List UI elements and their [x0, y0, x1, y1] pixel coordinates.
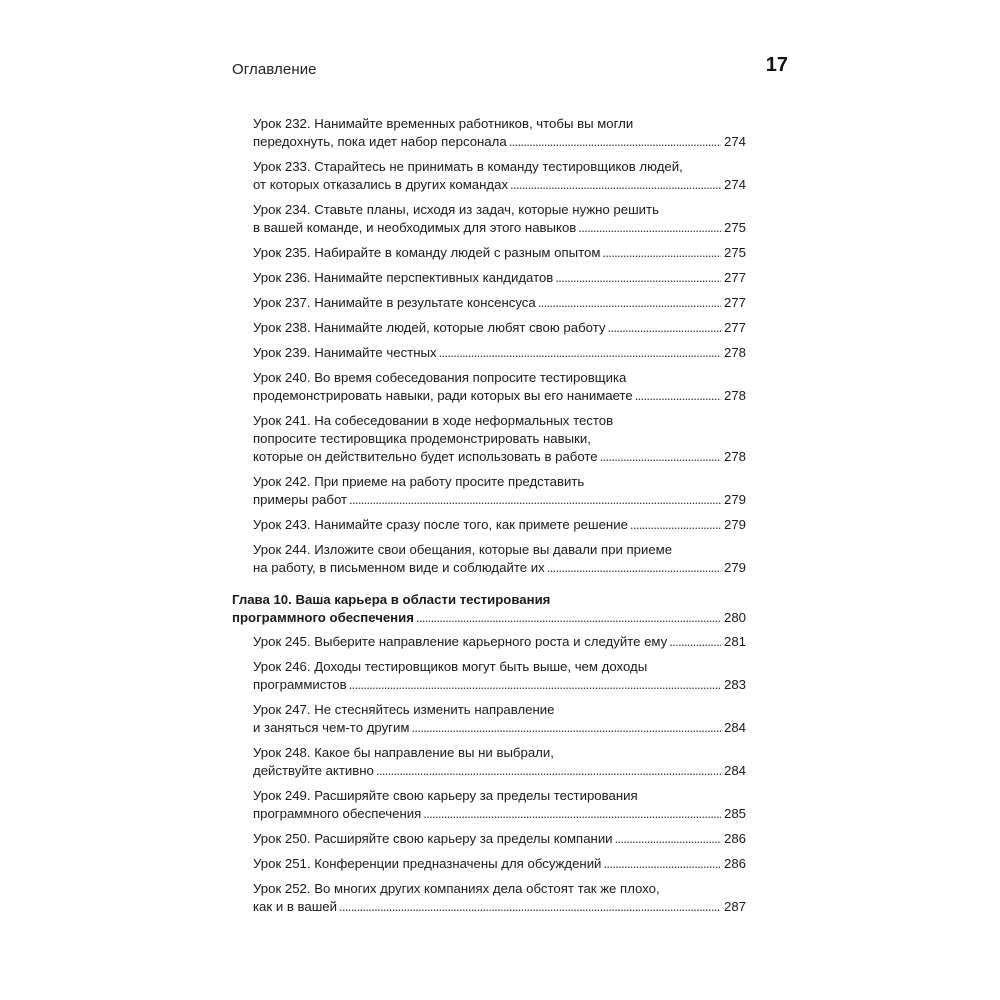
- table-of-contents: [232, 115, 746, 923]
- toc-lesson-entry: [253, 787, 746, 823]
- toc-page-number: 278: [723, 345, 746, 360]
- toc-lesson-entry: [253, 701, 746, 737]
- running-header-title: Оглавление: [232, 61, 317, 78]
- toc-entry-title: программного обеспечения: [232, 610, 414, 625]
- dot-leader: [376, 762, 721, 780]
- toc-entry-last-line: [253, 491, 746, 509]
- toc-entry-title: Урок 245. Выберите направление карьерного роста и следуйте ему: [253, 634, 668, 649]
- toc-entry-last-line: [253, 805, 746, 823]
- toc-page-number: 284: [723, 720, 746, 735]
- dot-leader: [416, 609, 721, 627]
- toc-entry-title: Урок 250. Расширяйте свою карьеру за пределы компании: [253, 831, 613, 846]
- toc-lesson-entry: [253, 830, 746, 848]
- toc-entry-last-line: [253, 344, 746, 362]
- toc-lesson-entry: [253, 201, 746, 237]
- dot-leader: [602, 244, 721, 262]
- toc-page-number: 280: [723, 610, 746, 625]
- toc-page-number: 286: [723, 856, 746, 871]
- toc-page-number: 277: [723, 320, 746, 335]
- toc-lesson-entry: [253, 269, 746, 287]
- toc-entry-line: попросите тестировщика продемонстрировать навыки,: [253, 431, 591, 446]
- toc-page-number: 278: [723, 449, 746, 464]
- toc-entry-last-line: [253, 898, 746, 916]
- toc-lesson-entry: [253, 115, 746, 151]
- dot-leader: [630, 516, 721, 534]
- dot-leader: [423, 805, 721, 823]
- toc-lesson-entry: [253, 880, 746, 916]
- toc-page-number: 277: [723, 295, 746, 310]
- dot-leader: [349, 676, 721, 694]
- toc-entry-last-line: [253, 516, 746, 534]
- toc-page-number: 279: [723, 517, 746, 532]
- toc-entry-last-line: [253, 176, 746, 194]
- dot-leader: [538, 294, 721, 312]
- toc-page-number: 286: [723, 831, 746, 846]
- dot-leader: [547, 559, 721, 577]
- toc-page-number: 284: [723, 763, 746, 778]
- toc-entry-line: Урок 233. Старайтесь не принимать в команду тестировщиков людей,: [253, 159, 683, 174]
- toc-page-number: 287: [723, 899, 746, 914]
- toc-page-number: 274: [723, 134, 746, 149]
- toc-lesson-entry: [253, 516, 746, 534]
- toc-page-number: 278: [723, 388, 746, 403]
- toc-page-number: 283: [723, 677, 746, 692]
- dot-leader: [603, 855, 721, 873]
- toc-entry-title: действуйте активно: [253, 763, 374, 778]
- toc-entry-line: Урок 247. Не стесняйтесь изменить направление: [253, 702, 555, 717]
- toc-entry-last-line: [253, 133, 746, 151]
- toc-entry-title: на работу, в письменном виде и соблюдайте их: [253, 560, 545, 575]
- toc-page-number: 279: [723, 492, 746, 507]
- dot-leader: [555, 269, 721, 287]
- dot-leader: [600, 448, 721, 466]
- toc-entry-title: Урок 251. Конференции предназначены для обсуждений: [253, 856, 602, 871]
- toc-entry-title: Урок 236. Нанимайте перспективных кандидатов: [253, 270, 554, 285]
- dot-leader: [339, 898, 721, 916]
- toc-lesson-entry: [253, 369, 746, 405]
- toc-page-number: 275: [723, 220, 746, 235]
- toc-entry-title: от которых отказались в других командах: [253, 177, 509, 192]
- toc-entry-last-line: [253, 448, 746, 466]
- toc-entry-last-line: [253, 294, 746, 312]
- toc-entry-title: как и в вашей: [253, 899, 337, 914]
- page-number: 17: [765, 54, 788, 76]
- dot-leader: [349, 491, 721, 509]
- toc-entry-title: Урок 238. Нанимайте людей, которые любят свою работу: [253, 320, 606, 335]
- toc-entry-title: передохнуть, пока идет набор персонала: [253, 134, 507, 149]
- toc-lesson-entry: [253, 744, 746, 780]
- dot-leader: [411, 719, 721, 737]
- dot-leader: [607, 319, 721, 337]
- toc-lesson-entry: [253, 473, 746, 509]
- toc-entry-line: Урок 252. Во многих других компаниях дела обстоят так же плохо,: [253, 881, 660, 896]
- toc-entry-title: Урок 243. Нанимайте сразу после того, как примете решение: [253, 517, 628, 532]
- toc-chapter-entry: [232, 591, 746, 627]
- toc-entry-last-line: [253, 319, 746, 337]
- toc-entry-last-line: [253, 676, 746, 694]
- toc-entry-title: которые он действительно будет использовать в работе: [253, 449, 598, 464]
- toc-lesson-entry: [253, 244, 746, 262]
- toc-entry-line: Урок 240. Во время собеседования попросите тестировщика: [253, 370, 627, 385]
- toc-entry-line: Урок 244. Изложите свои обещания, которые вы давали при приеме: [253, 542, 673, 557]
- toc-page-number: 275: [723, 245, 746, 260]
- toc-entry-title: Урок 237. Нанимайте в результате консенсуса: [253, 295, 536, 310]
- toc-entry-last-line: [253, 633, 746, 651]
- dot-leader: [635, 387, 721, 405]
- toc-lesson-entry: [253, 158, 746, 194]
- toc-page-number: 281: [723, 634, 746, 649]
- toc-page-number: 285: [723, 806, 746, 821]
- toc-entry-last-line: [253, 830, 746, 848]
- toc-entry-title: Урок 239. Нанимайте честных: [253, 345, 437, 360]
- dot-leader: [510, 176, 721, 194]
- toc-entry-title: Урок 235. Набирайте в команду людей с разным опытом: [253, 245, 601, 260]
- toc-entry-line: Урок 242. При приеме на работу просите представить: [253, 474, 585, 489]
- toc-page-number: 277: [723, 270, 746, 285]
- dot-leader: [439, 344, 721, 362]
- dot-leader: [578, 219, 721, 237]
- toc-entry-last-line: [253, 219, 746, 237]
- toc-entry-title: программистов: [253, 677, 347, 692]
- toc-page-number: 279: [723, 560, 746, 575]
- toc-entry-line: Урок 248. Какое бы направление вы ни выбрали,: [253, 745, 554, 760]
- toc-entry-last-line: [253, 559, 746, 577]
- toc-entry-line: Урок 234. Ставьте планы, исходя из задач, которые нужно решить: [253, 202, 659, 217]
- toc-entry-last-line: [253, 762, 746, 780]
- toc-entry-last-line: [253, 387, 746, 405]
- dot-leader: [615, 830, 721, 848]
- toc-entry-last-line: [232, 609, 746, 627]
- toc-entry-line: Урок 232. Нанимайте временных работников, чтобы вы могли: [253, 116, 634, 131]
- toc-entry-last-line: [253, 719, 746, 737]
- toc-lesson-entry: [253, 658, 746, 694]
- dot-leader: [509, 133, 721, 151]
- toc-entry-title: в вашей команде, и необходимых для этого навыков: [253, 220, 577, 235]
- dot-leader: [669, 633, 721, 651]
- toc-lesson-entry: [253, 294, 746, 312]
- toc-entry-line: Урок 241. На собеседовании в ходе неформальных тестов: [253, 413, 614, 428]
- toc-entry-last-line: [253, 855, 746, 873]
- toc-lesson-entry: [253, 319, 746, 337]
- toc-lesson-entry: [253, 633, 746, 651]
- toc-lesson-entry: [253, 412, 746, 466]
- toc-entry-line: Урок 249. Расширяйте свою карьеру за пределы тестирования: [253, 788, 638, 803]
- toc-entry-title: программного обеспечения: [253, 806, 422, 821]
- toc-lesson-entry: [253, 855, 746, 873]
- toc-page-number: 274: [723, 177, 746, 192]
- toc-entry-title: продемонстрировать навыки, ради которых вы его нанимаете: [253, 388, 633, 403]
- toc-entry-last-line: [253, 269, 746, 287]
- toc-lesson-entry: [253, 344, 746, 362]
- toc-entry-line: Глава 10. Ваша карьера в области тестирования: [232, 592, 551, 607]
- running-header: [232, 54, 788, 82]
- toc-lesson-entry: [253, 541, 746, 577]
- toc-entry-title: примеры работ: [253, 492, 348, 507]
- toc-entry-last-line: [253, 244, 746, 262]
- toc-entry-title: и заняться чем-то другим: [253, 720, 410, 735]
- toc-entry-line: Урок 246. Доходы тестировщиков могут быть выше, чем доходы: [253, 659, 648, 674]
